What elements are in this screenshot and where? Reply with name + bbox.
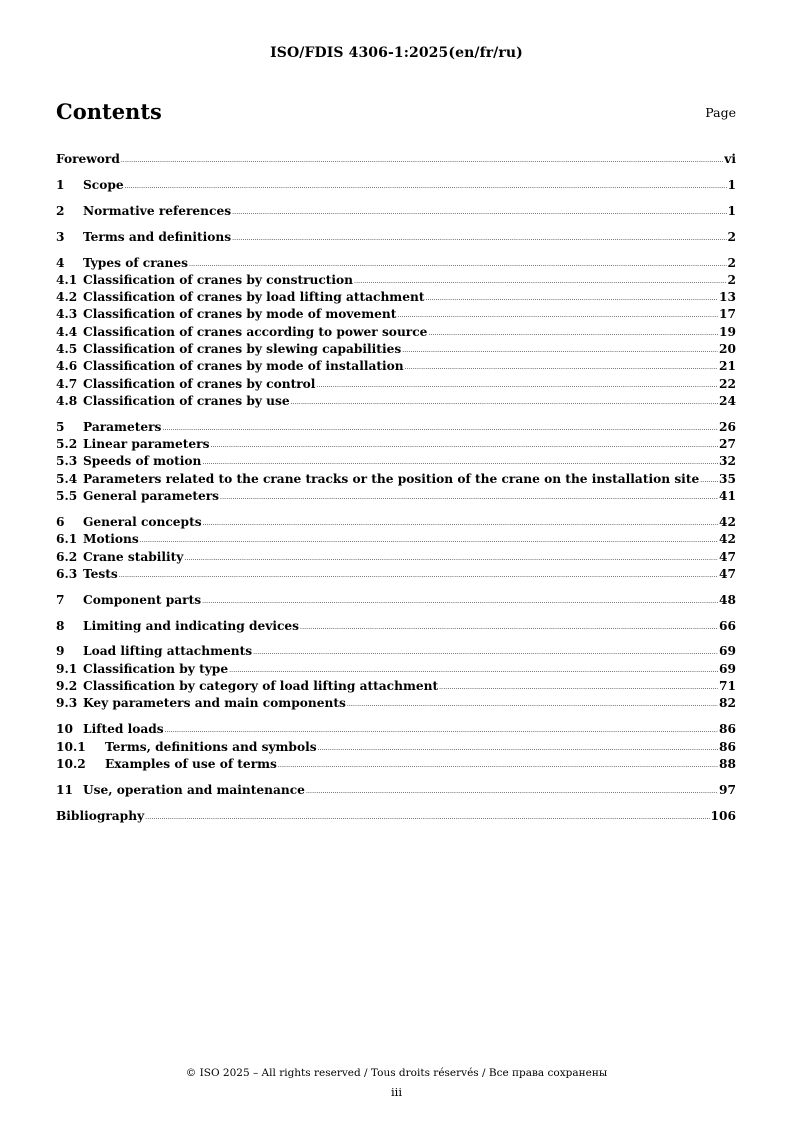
toc-entry-number: 2 (56, 203, 65, 218)
toc-entry-number: 6 (56, 514, 65, 529)
dot-leader (402, 348, 718, 354)
toc-entry-number: 10.1 (56, 739, 86, 754)
toc-entry-title: Parameters related to the crane tracks or the position of the crane on the installation site (83, 471, 700, 486)
toc-entry-page: 97 (719, 782, 736, 797)
toc-entry-title: Classification of cranes by use (83, 393, 290, 408)
toc-entry-number: 5 (56, 419, 65, 434)
toc-entry[interactable] (56, 151, 736, 168)
toc-entry-title: Use, operation and maintenance (83, 782, 305, 797)
dot-leader (203, 521, 718, 527)
dot-leader (220, 495, 718, 501)
toc-entry-title: Lifted loads (83, 722, 164, 737)
toc-entry-page: 22 (719, 376, 736, 391)
dot-leader (700, 478, 718, 484)
toc-entry-page: 106 (710, 808, 736, 823)
toc-entry-page: 66 (719, 618, 736, 633)
toc-entry-number: 4.5 (56, 342, 78, 357)
toc-entry[interactable] (56, 376, 736, 393)
toc-entry-page: 2 (727, 255, 736, 270)
toc-entry-number: 5.4 (56, 471, 78, 486)
toc-entry-page: 82 (719, 696, 736, 711)
toc-entry-number: 5.2 (56, 437, 78, 452)
toc-entry[interactable] (56, 453, 736, 470)
toc-entry-page: 42 (719, 532, 736, 547)
dot-leader (121, 158, 723, 164)
toc-entry-title: Tests (83, 566, 118, 581)
toc-entry-page: 88 (719, 756, 736, 771)
toc-entry-page: 69 (719, 644, 736, 659)
toc-entry[interactable] (56, 643, 736, 660)
toc-entry-number: 4.6 (56, 359, 78, 374)
dot-leader (316, 383, 718, 389)
toc-entry-number: 10.2 (56, 756, 86, 771)
dot-leader (210, 443, 718, 449)
dot-leader (439, 685, 718, 691)
toc-entry-number: 5.3 (56, 454, 78, 469)
dot-leader (189, 262, 726, 268)
toc-entry-page: 27 (719, 437, 736, 452)
toc-entry-page: 17 (719, 307, 736, 322)
toc-entry-page: 1 (727, 177, 736, 192)
toc-entry-page: 2 (727, 229, 736, 244)
toc-entry-number: 3 (56, 229, 65, 244)
toc-entry-title: Limiting and indicating devices (83, 618, 300, 633)
toc-entry-number: 4.2 (56, 290, 78, 305)
document-header: ISO/FDIS 4306-1:2025(en/fr/ru) (270, 45, 523, 61)
dot-leader (397, 313, 718, 319)
dot-leader (140, 538, 718, 544)
toc-entry[interactable] (56, 341, 736, 358)
dot-leader (428, 331, 718, 337)
toc-entry-page: 69 (719, 661, 736, 676)
page-column-label: Page (705, 105, 736, 120)
toc-entry-title: Foreword (56, 152, 120, 166)
toc-entry[interactable] (56, 739, 736, 756)
toc-entry[interactable] (56, 255, 736, 272)
dot-leader (318, 746, 718, 752)
toc-entry-title: General concepts (83, 514, 202, 529)
toc-entry[interactable] (56, 618, 736, 635)
toc-entry-page: 1 (727, 203, 736, 218)
dot-leader (253, 650, 718, 656)
toc-entry[interactable] (56, 808, 736, 825)
dot-leader (291, 400, 718, 406)
toc-entry-page: 32 (719, 454, 736, 469)
toc-entry-title: Speeds of motion (83, 454, 202, 469)
toc-entry[interactable] (56, 782, 736, 799)
toc-entry[interactable] (56, 471, 736, 488)
toc-entry-number: 9.3 (56, 696, 78, 711)
toc-entry-title: Crane stability (83, 549, 184, 564)
toc-entry[interactable] (56, 678, 736, 695)
toc-entry-page: 41 (719, 489, 736, 504)
toc-entry-number: 6.1 (56, 532, 78, 547)
toc-entry-number: 4.1 (56, 272, 78, 287)
toc-entry-title: Load lifting attachments (83, 644, 253, 659)
dot-leader (162, 426, 718, 432)
dot-leader (125, 184, 727, 190)
toc-entry[interactable] (56, 592, 736, 609)
toc-entry-title: Classification of cranes by mode of movement (83, 307, 397, 322)
toc-entry-title: Classification by type (83, 661, 229, 676)
toc-entry-page: 86 (719, 739, 736, 754)
table-of-contents (56, 151, 736, 825)
toc-entry-page: 71 (719, 679, 736, 694)
toc-entry[interactable] (56, 203, 736, 220)
toc-entry-number: 5.5 (56, 489, 78, 504)
toc-entry-title: Classification of cranes by slewing capabilities (83, 342, 402, 357)
dot-leader (202, 460, 718, 466)
toc-entry-title: Classification by category of load lifting attachment (83, 679, 439, 694)
toc-entry[interactable] (56, 661, 736, 678)
toc-entry-title: Classification of cranes by control (83, 376, 316, 391)
dot-leader (425, 296, 718, 302)
toc-entry-number: 9.1 (56, 661, 78, 676)
dot-leader (278, 763, 718, 769)
page-number: iii (390, 1085, 403, 1099)
contents-title: Contents (56, 99, 162, 124)
toc-entry-page: 26 (719, 419, 736, 434)
toc-entry-number: 6.3 (56, 566, 78, 581)
copyright-footer: © ISO 2025 – All rights reserved / Tous droits réservés / Все права сохранены (185, 1067, 608, 1079)
dot-leader (119, 573, 718, 579)
toc-entry-title: Terms and definitions (83, 229, 232, 244)
toc-entry[interactable] (56, 436, 736, 453)
toc-entry-page: 19 (719, 324, 736, 339)
toc-entry-number: 4.4 (56, 324, 78, 339)
toc-entry-title: Parameters (83, 419, 162, 434)
toc-entry-title: Key parameters and main components (83, 696, 346, 711)
toc-entry[interactable] (56, 306, 736, 323)
toc-entry-title: Scope (83, 177, 124, 192)
toc-entry-number: 9 (56, 644, 65, 659)
toc-entry-page: vi (724, 152, 736, 166)
toc-entry-title: Classification of cranes by mode of installation (83, 359, 404, 374)
dot-leader (405, 365, 718, 371)
toc-entry[interactable] (56, 289, 736, 306)
toc-entry-number: 4.8 (56, 393, 78, 408)
dot-leader (232, 236, 726, 242)
toc-entry-page: 2 (727, 272, 736, 287)
toc-entry[interactable] (56, 514, 736, 531)
toc-entry[interactable] (56, 272, 736, 289)
toc-entry-page: 21 (719, 359, 736, 374)
toc-entry-number: 10 (56, 722, 73, 737)
toc-entry-title: Bibliography (56, 808, 145, 823)
toc-entry-title: Examples of use of terms (105, 756, 277, 771)
toc-entry-title: Linear parameters (83, 437, 210, 452)
dot-leader (184, 556, 718, 562)
toc-entry[interactable] (56, 531, 736, 548)
dot-leader (300, 625, 718, 631)
toc-entry[interactable] (56, 229, 736, 246)
toc-entry-title: Terms, definitions and symbols (105, 739, 317, 754)
dot-leader (354, 279, 726, 285)
toc-entry-number: 8 (56, 618, 65, 633)
dot-leader (306, 789, 718, 795)
toc-entry-page: 13 (719, 290, 736, 305)
dot-leader (347, 702, 718, 708)
toc-entry[interactable] (56, 695, 736, 712)
dot-leader (202, 599, 718, 605)
dot-leader (229, 668, 718, 674)
toc-entry-title: Motions (83, 532, 139, 547)
toc-entry-number: 9.2 (56, 679, 78, 694)
toc-entry-page: 47 (719, 566, 736, 581)
toc-entry-number: 4.7 (56, 376, 78, 391)
toc-entry-title: Component parts (83, 592, 202, 607)
toc-entry-page: 47 (719, 549, 736, 564)
toc-entry-page: 86 (719, 722, 736, 737)
toc-entry[interactable] (56, 721, 736, 738)
toc-entry[interactable] (56, 756, 736, 773)
toc-entry-number: 6.2 (56, 549, 78, 564)
toc-entry-page: 42 (719, 514, 736, 529)
toc-entry-number: 1 (56, 177, 65, 192)
dot-leader (145, 815, 709, 821)
toc-entry-title: Classification of cranes according to power source (83, 324, 428, 339)
toc-entry[interactable] (56, 488, 736, 505)
toc-entry-title: Types of cranes (83, 255, 189, 270)
toc-entry[interactable] (56, 177, 736, 194)
toc-entry-number: 7 (56, 592, 65, 607)
toc-entry-page: 48 (719, 592, 736, 607)
toc-entry[interactable] (56, 566, 736, 583)
toc-entry-title: Classification of cranes by construction (83, 272, 354, 287)
toc-entry[interactable] (56, 549, 736, 566)
toc-entry-number: 11 (56, 782, 73, 797)
dot-leader (165, 728, 718, 734)
toc-entry-number: 4.3 (56, 307, 78, 322)
toc-entry-number: 4 (56, 255, 65, 270)
toc-entry[interactable] (56, 324, 736, 341)
toc-entry-title: Classification of cranes by load lifting attachment (83, 290, 425, 305)
toc-entry[interactable] (56, 419, 736, 436)
dot-leader (232, 210, 726, 216)
toc-entry-title: Normative references (83, 203, 232, 218)
toc-entry[interactable] (56, 393, 736, 410)
toc-entry-page: 35 (719, 471, 736, 486)
toc-entry[interactable] (56, 358, 736, 375)
toc-entry-page: 20 (719, 342, 736, 357)
toc-entry-title: General parameters (83, 489, 220, 504)
toc-entry-page: 24 (719, 393, 736, 408)
